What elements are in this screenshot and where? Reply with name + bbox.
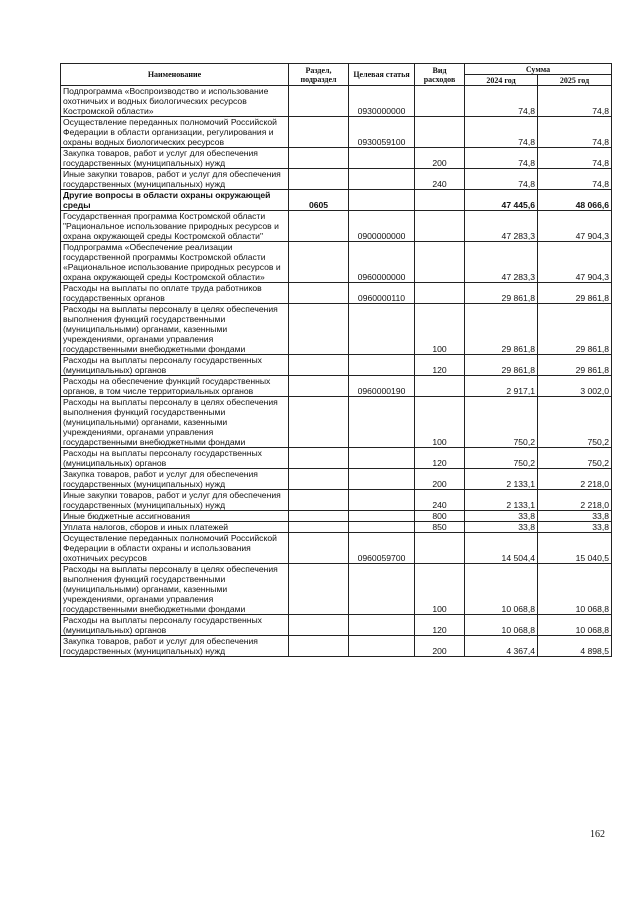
- row-section: [289, 469, 349, 490]
- row-sum-2025: 29 861,8: [538, 304, 612, 355]
- row-expense-type: [415, 211, 465, 242]
- row-sum-2025: 47 904,3: [538, 242, 612, 283]
- row-expense-type: 100: [415, 304, 465, 355]
- row-section: [289, 283, 349, 304]
- row-sum-2025: 10 068,8: [538, 615, 612, 636]
- row-name: Расходы на выплаты персоналу государственных (муниципальных) органов: [61, 448, 289, 469]
- row-article: 0960000190: [349, 376, 415, 397]
- row-article: [349, 397, 415, 448]
- row-article: [349, 490, 415, 511]
- table-row: [61, 469, 612, 490]
- row-name: Государственная программа Костромской области "Рациональное использование природных ресурсов и охрана окружающей среды Костромской области": [61, 211, 289, 242]
- row-sum-2025: 29 861,8: [538, 355, 612, 376]
- row-section: [289, 533, 349, 564]
- row-expense-type: [415, 117, 465, 148]
- table-body: [61, 86, 612, 657]
- row-article: 0960000000: [349, 242, 415, 283]
- row-section: [289, 490, 349, 511]
- row-name: Иные закупки товаров, работ и услуг для обеспечения государственных (муниципальных) нужд: [61, 169, 289, 190]
- row-sum-2025: 74,8: [538, 86, 612, 117]
- row-name: Расходы на выплаты персоналу в целях обеспечения выполнения функций государственными (муниципальными) органами, казенными учреждениями, органами управления государственными внебюджетными фондами: [61, 564, 289, 615]
- row-article: [349, 522, 415, 533]
- row-section: [289, 355, 349, 376]
- row-name: Иные закупки товаров, работ и услуг для обеспечения государственных (муниципальных) нужд: [61, 490, 289, 511]
- row-name: Закупка товаров, работ и услуг для обеспечения государственных (муниципальных) нужд: [61, 148, 289, 169]
- row-sum-2024: 47 445,6: [465, 190, 538, 211]
- row-article: 0960000110: [349, 283, 415, 304]
- row-sum-2025: 750,2: [538, 448, 612, 469]
- table-row: [61, 522, 612, 533]
- row-sum-2025: 750,2: [538, 397, 612, 448]
- budget-table: [60, 63, 612, 657]
- row-section: [289, 117, 349, 148]
- row-article: [349, 355, 415, 376]
- row-expense-type: [415, 376, 465, 397]
- row-sum-2024: 74,8: [465, 148, 538, 169]
- row-name: Подпрограмма «Воспроизводство и использование охотничьих и водных биологических ресурсов Костромской области»: [61, 86, 289, 117]
- row-sum-2024: 29 861,8: [465, 283, 538, 304]
- row-article: [349, 615, 415, 636]
- row-name: Осуществление переданных полномочий Российской Федерации в области организации, регулирования и охраны водных биологических ресурсов: [61, 117, 289, 148]
- table-row: [61, 533, 612, 564]
- row-sum-2025: 10 068,8: [538, 564, 612, 615]
- header-year-2024: 2024 год: [465, 75, 538, 86]
- page-number: 162: [590, 829, 605, 840]
- row-section: [289, 304, 349, 355]
- table-row: [61, 397, 612, 448]
- table-row: [61, 490, 612, 511]
- row-name: Расходы на выплаты по оплате труда работников государственных органов: [61, 283, 289, 304]
- row-section: [289, 242, 349, 283]
- table-row: [61, 511, 612, 522]
- row-sum-2024: 29 861,8: [465, 304, 538, 355]
- row-sum-2025: 74,8: [538, 169, 612, 190]
- row-section: [289, 211, 349, 242]
- row-section: [289, 448, 349, 469]
- row-sum-2024: 2 917,1: [465, 376, 538, 397]
- row-article: 0930059100: [349, 117, 415, 148]
- row-sum-2024: 10 068,8: [465, 564, 538, 615]
- row-sum-2024: 74,8: [465, 117, 538, 148]
- row-name: Осуществление переданных полномочий Российской Федерации в области охраны и использования охотничьих ресурсов: [61, 533, 289, 564]
- row-expense-type: 120: [415, 615, 465, 636]
- header-section: Раздел, подраздел: [289, 64, 349, 86]
- row-section: [289, 564, 349, 615]
- table-header: [61, 64, 612, 86]
- row-expense-type: [415, 533, 465, 564]
- row-name: Закупка товаров, работ и услуг для обеспечения государственных (муниципальных) нужд: [61, 636, 289, 657]
- row-sum-2025: 74,8: [538, 148, 612, 169]
- row-expense-type: 120: [415, 448, 465, 469]
- row-name: Расходы на выплаты персоналу государственных (муниципальных) органов: [61, 615, 289, 636]
- row-sum-2024: 10 068,8: [465, 615, 538, 636]
- row-sum-2024: 47 283,3: [465, 242, 538, 283]
- row-sum-2025: 74,8: [538, 117, 612, 148]
- row-sum-2025: 29 861,8: [538, 283, 612, 304]
- row-sum-2024: 47 283,3: [465, 211, 538, 242]
- row-sum-2024: 2 133,1: [465, 469, 538, 490]
- row-section: [289, 511, 349, 522]
- row-article: 0900000000: [349, 211, 415, 242]
- row-article: [349, 564, 415, 615]
- row-section: 0605: [289, 190, 349, 211]
- row-article: 0930000000: [349, 86, 415, 117]
- row-article: 0960059700: [349, 533, 415, 564]
- row-name: Расходы на обеспечение функций государственных органов, в том числе территориальных органов: [61, 376, 289, 397]
- row-name: Расходы на выплаты персоналу в целях обеспечения выполнения функций государственными (муниципальными) органами, казенными учреждениями, органами управления государственными внебюджетными фондами: [61, 397, 289, 448]
- row-expense-type: 240: [415, 490, 465, 511]
- row-section: [289, 397, 349, 448]
- row-expense-type: 200: [415, 469, 465, 490]
- row-name: Расходы на выплаты персоналу государственных (муниципальных) органов: [61, 355, 289, 376]
- row-article: [349, 148, 415, 169]
- table-row: [61, 636, 612, 657]
- table-row: [61, 242, 612, 283]
- row-sum-2025: 33,8: [538, 511, 612, 522]
- row-sum-2025: 48 066,6: [538, 190, 612, 211]
- row-sum-2024: 29 861,8: [465, 355, 538, 376]
- table-row: [61, 117, 612, 148]
- row-expense-type: [415, 86, 465, 117]
- row-expense-type: 240: [415, 169, 465, 190]
- row-sum-2025: 2 218,0: [538, 469, 612, 490]
- row-sum-2024: 750,2: [465, 397, 538, 448]
- row-sum-2024: 74,8: [465, 169, 538, 190]
- row-sum-2024: 33,8: [465, 522, 538, 533]
- row-sum-2024: 750,2: [465, 448, 538, 469]
- table-row: [61, 86, 612, 117]
- row-section: [289, 148, 349, 169]
- row-name: Иные бюджетные ассигнования: [61, 511, 289, 522]
- row-sum-2024: 74,8: [465, 86, 538, 117]
- table-row: [61, 148, 612, 169]
- row-article: [349, 469, 415, 490]
- row-article: [349, 304, 415, 355]
- row-expense-type: 800: [415, 511, 465, 522]
- row-section: [289, 376, 349, 397]
- row-article: [349, 169, 415, 190]
- row-sum-2024: 2 133,1: [465, 490, 538, 511]
- table-row: [61, 615, 612, 636]
- header-article: Целевая статья: [349, 64, 415, 86]
- row-article: [349, 190, 415, 211]
- row-sum-2025: 3 002,0: [538, 376, 612, 397]
- table-row: [61, 564, 612, 615]
- row-article: [349, 511, 415, 522]
- table-row: [61, 448, 612, 469]
- row-expense-type: 120: [415, 355, 465, 376]
- row-expense-type: 100: [415, 564, 465, 615]
- row-sum-2025: 15 040,5: [538, 533, 612, 564]
- row-name: Подпрограмма «Обеспечение реализации государственной программы Костромской области «Рациональное использование природных ресурсов и охрана окружающей среды Костромской области»: [61, 242, 289, 283]
- table-row: [61, 304, 612, 355]
- row-section: [289, 86, 349, 117]
- header-year-2025: 2025 год: [538, 75, 612, 86]
- header-sum: Сумма: [465, 64, 612, 75]
- row-section: [289, 522, 349, 533]
- row-expense-type: [415, 242, 465, 283]
- table-row: [61, 211, 612, 242]
- header-name: Наименование: [61, 64, 289, 86]
- row-section: [289, 636, 349, 657]
- row-expense-type: [415, 283, 465, 304]
- row-expense-type: [415, 190, 465, 211]
- header-expense-type: Вид расходов: [415, 64, 465, 86]
- row-sum-2024: 14 504,4: [465, 533, 538, 564]
- row-expense-type: 200: [415, 148, 465, 169]
- table-row: [61, 355, 612, 376]
- row-section: [289, 615, 349, 636]
- row-name: Закупка товаров, работ и услуг для обеспечения государственных (муниципальных) нужд: [61, 469, 289, 490]
- table-row: [61, 283, 612, 304]
- row-expense-type: 200: [415, 636, 465, 657]
- row-section: [289, 169, 349, 190]
- row-article: [349, 448, 415, 469]
- row-sum-2024: 33,8: [465, 511, 538, 522]
- row-name: Другие вопросы в области охраны окружающей среды: [61, 190, 289, 211]
- table-row: [61, 169, 612, 190]
- row-name: Расходы на выплаты персоналу в целях обеспечения выполнения функций государственными (муниципальными) органами, казенными учреждениями, органами управления государственными внебюджетными фондами: [61, 304, 289, 355]
- table-row: [61, 376, 612, 397]
- row-sum-2025: 33,8: [538, 522, 612, 533]
- row-expense-type: 100: [415, 397, 465, 448]
- row-expense-type: 850: [415, 522, 465, 533]
- row-sum-2025: 4 898,5: [538, 636, 612, 657]
- table-row: [61, 190, 612, 211]
- row-article: [349, 636, 415, 657]
- row-sum-2025: 47 904,3: [538, 211, 612, 242]
- row-sum-2025: 2 218,0: [538, 490, 612, 511]
- row-name: Уплата налогов, сборов и иных платежей: [61, 522, 289, 533]
- row-sum-2024: 4 367,4: [465, 636, 538, 657]
